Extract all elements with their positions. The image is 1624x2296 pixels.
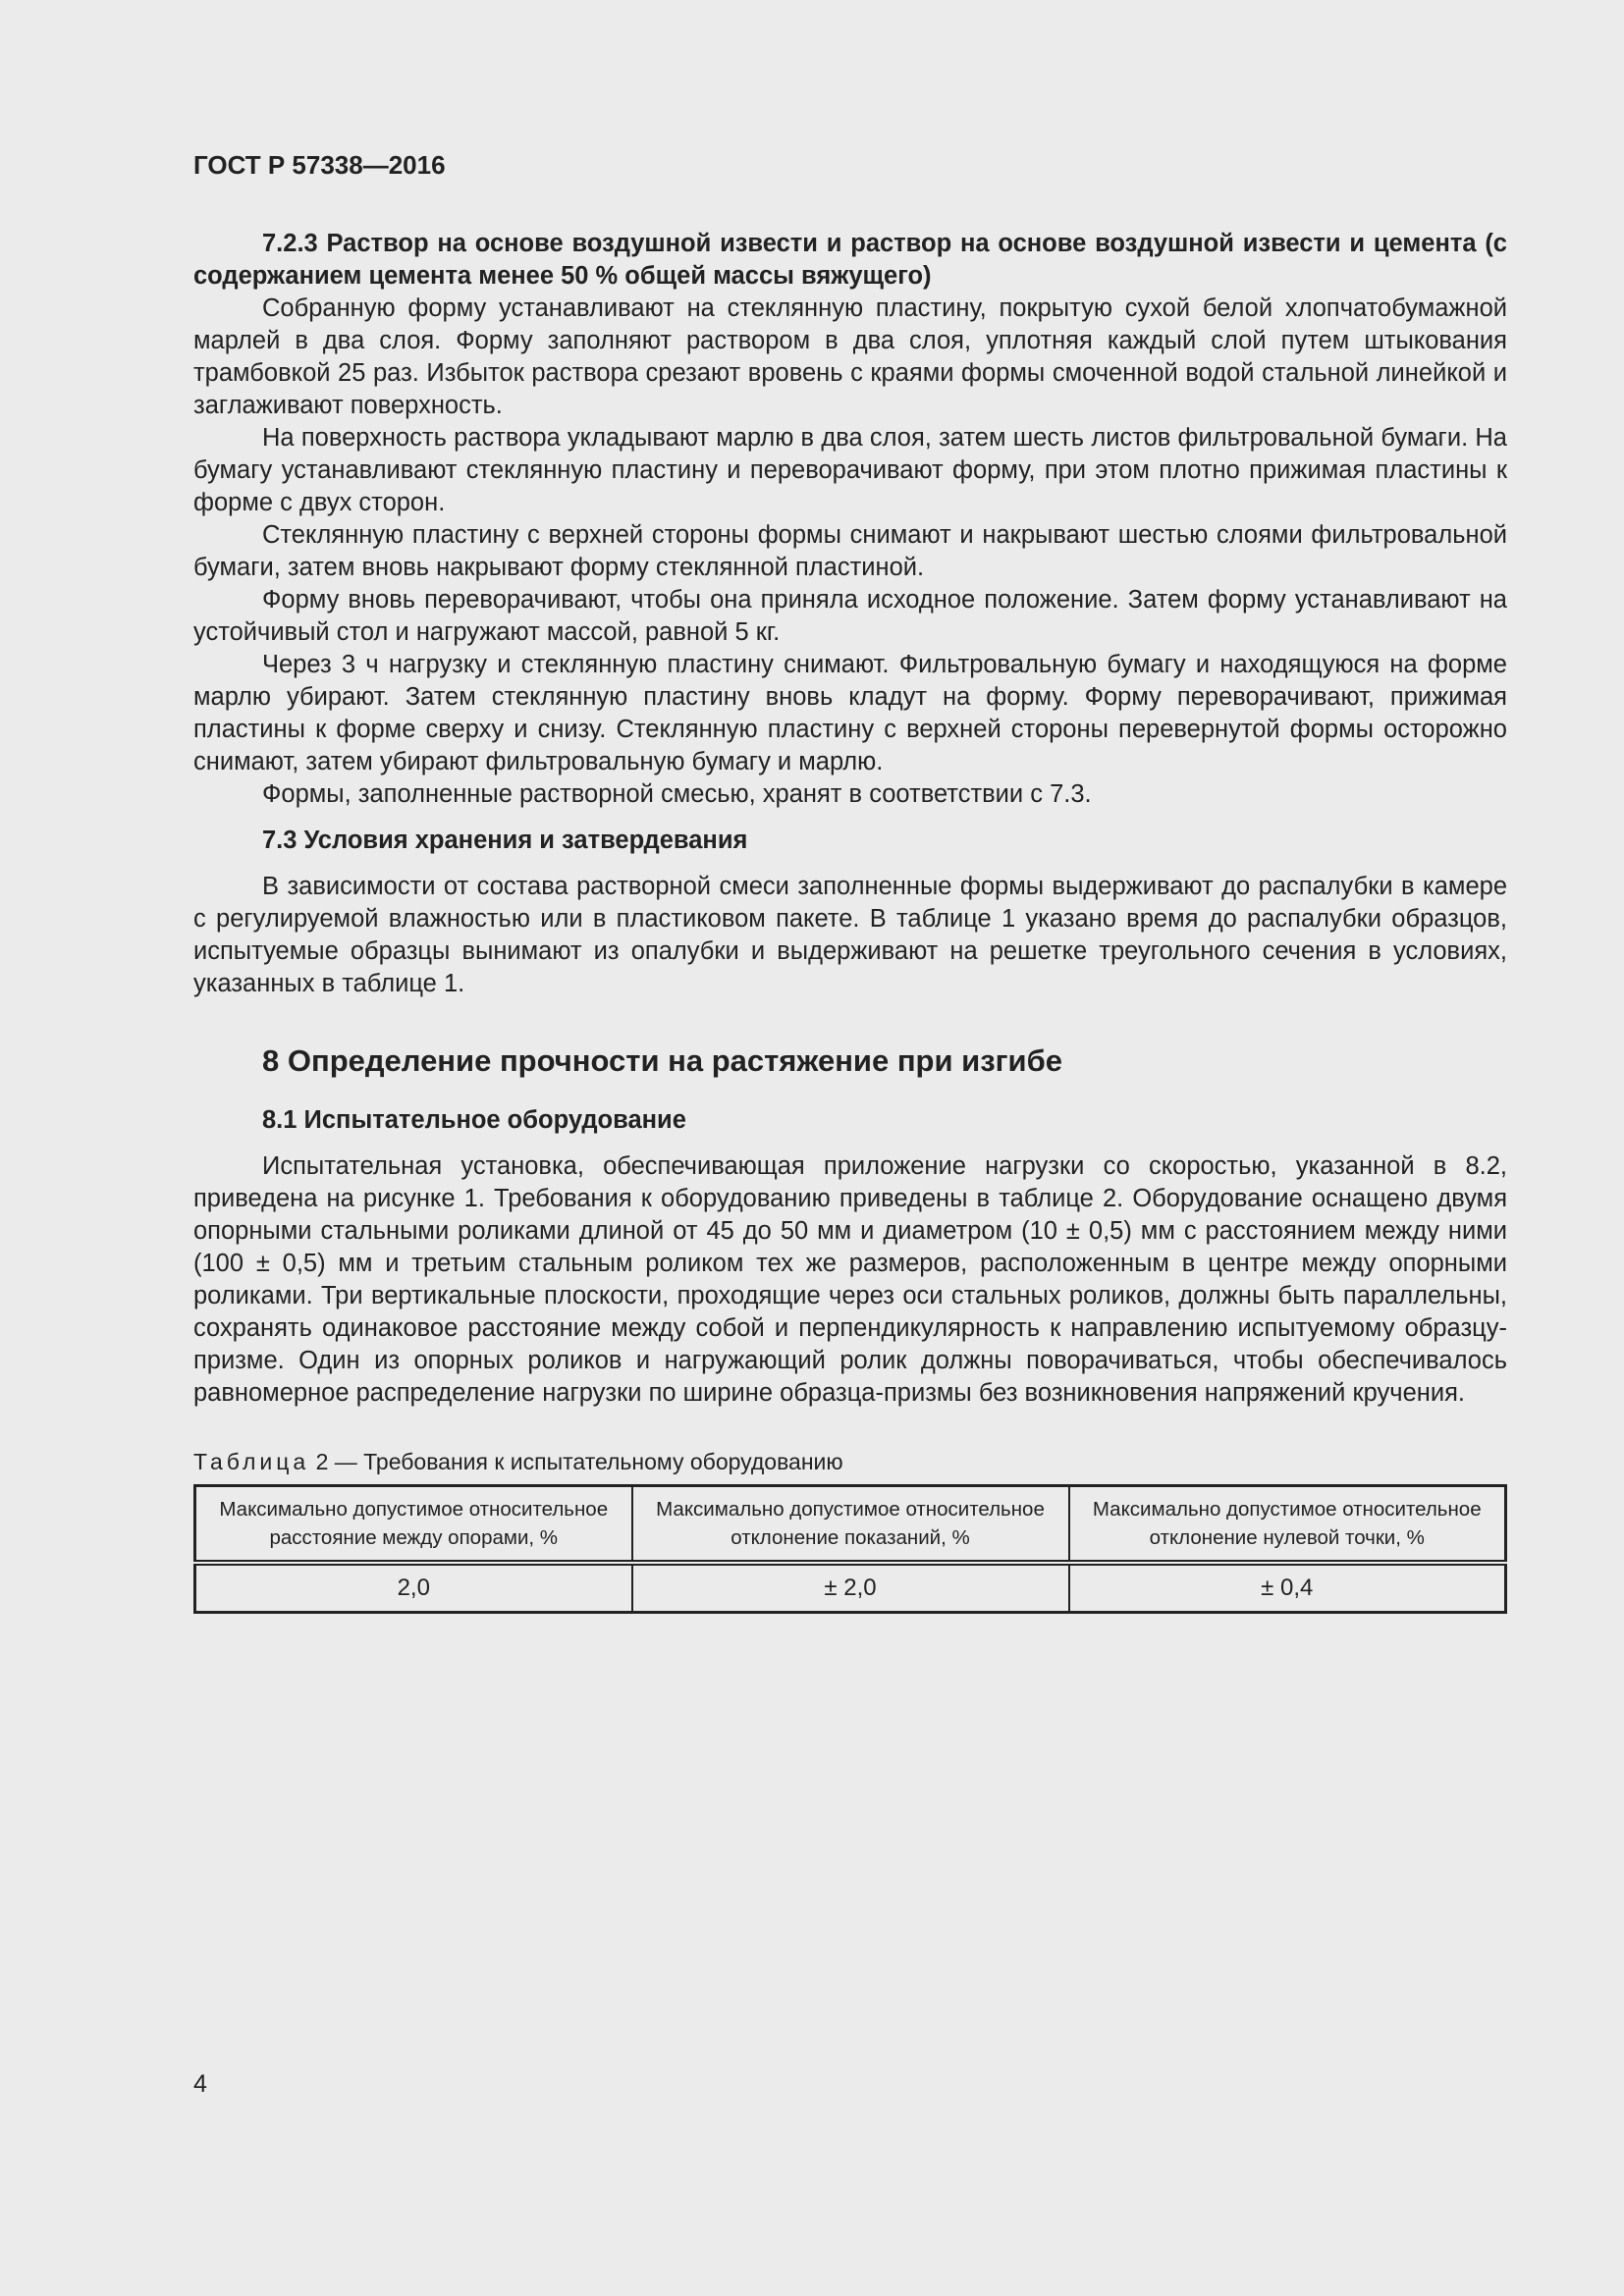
equipment-requirements-table — [193, 1484, 1507, 1614]
paragraph: Собранную форму устанавливают на стеклянную пластину, покрытую сухой белой хлопчатобумажной марлей в два слоя. Форму заполняют раствором в два слоя, уплотняя каждый слой путем штыкования трамбовкой 25 раз. Избыток раствора срезают вровень с краями формы смоченной водой стальной линейкой и заглаживают поверхность. — [193, 294, 1507, 419]
section-7-2-3-title: 7.2.3 Раствор на основе воздушной извести и раствор на основе воздушной извести и цемента (с содержанием цемента менее 50 % общей массы вяжущего) — [193, 230, 1507, 290]
page-number: 4 — [193, 2070, 207, 2098]
table-cell: ± 2,0 — [632, 1563, 1069, 1613]
section-8-1-title: 8.1 Испытательное оборудование — [262, 1106, 686, 1134]
paragraph: В зависимости от состава растворной смеси заполненные формы выдерживают до распалубки в камере с регулируемой влажностью или в пластиковом пакете. В таблице 1 указано время до распалубки образцов, испытуемые образцы вынимают из опалубки и выдерживают на решетке треугольного сечения в условиях, указанных в таблице 1. — [193, 873, 1507, 997]
section-8-title: 8 Определение прочности на растяжение при изгибе — [262, 1043, 1062, 1078]
section-7-3-title: 7.3 Условия хранения и затвердевания — [262, 827, 748, 854]
paragraph: Формы, заполненные растворной смесью, хранят в соответствии с 7.3. — [262, 780, 1092, 808]
document-id: ГОСТ Р 57338—2016 — [193, 150, 446, 180]
paragraph: На поверхность раствора укладывают марлю в два слоя, затем шесть листов фильтровальной бумаги. На бумагу устанавливают стеклянную пластину и переворачивают форму, при этом плотно прижимая пластины к форме с двух сторон. — [193, 424, 1507, 516]
document-page — [193, 145, 1507, 1614]
table-cell: 2,0 — [195, 1563, 632, 1613]
table-caption-label: Таблица — [193, 1449, 310, 1474]
table-caption-text: 2 — Требования к испытательному оборудованию — [309, 1449, 843, 1474]
table-row — [195, 1563, 1506, 1613]
table-header-cell: Максимально допустимое относительное отклонение показаний, % — [632, 1486, 1069, 1564]
table-header-cell: Максимально допустимое относительное отклонение нулевой точки, % — [1069, 1486, 1506, 1564]
paragraph: Через 3 ч нагрузку и стеклянную пластину снимают. Фильтровальную бумагу и находящуюся на форме марлю убирают. Затем стеклянную пластину вновь кладут на форму. Форму переворачивают, прижимая пластины к форме сверху и снизу. Стеклянную пластину с верхней стороны перевернутой формы осторожно снимают, затем убирают фильтровальную бумагу и марлю. — [193, 651, 1507, 775]
table-caption — [193, 1447, 1507, 1476]
table-header-row — [195, 1486, 1506, 1564]
paragraph: Форму вновь переворачивают, чтобы она приняла исходное положение. Затем форму устанавливают на устойчивый стол и нагружают массой, равной 5 кг. — [193, 586, 1507, 646]
paragraph: Испытательная установка, обеспечивающая приложение нагрузки со скоростью, указанной в 8.2, приведена на рисунке 1. Требования к оборудованию приведены в таблице 2. Оборудование оснащено двумя опорными стальными роликами длиной от 45 до 50 мм и диаметром (10 ± 0,5) мм с расстоянием между ними (100 ± 0,5) мм и третьим стальным роликом тех же размеров, расположенным в центре между опорными роликами. Три вертикальные плоскости, проходящие через оси стальных роликов, должны быть параллельны, сохранять одинаковое расстояние между собой и перпендикулярность к направлению испытуемому образцу-призме. Один из опорных роликов и нагружающий ролик должны поворачиваться, чтобы обеспечивалось равномерное распределение нагрузки по ширине образца-призмы без возникновения напряжений кручения. — [193, 1152, 1507, 1407]
table-header-cell: Максимально допустимое относительное расстояние между опорами, % — [195, 1486, 632, 1564]
paragraph: Стеклянную пластину с верхней стороны формы снимают и накрывают шестью слоями фильтровальной бумаги, затем вновь накрывают форму стеклянной пластиной. — [193, 521, 1507, 581]
table-cell: ± 0,4 — [1069, 1563, 1506, 1613]
